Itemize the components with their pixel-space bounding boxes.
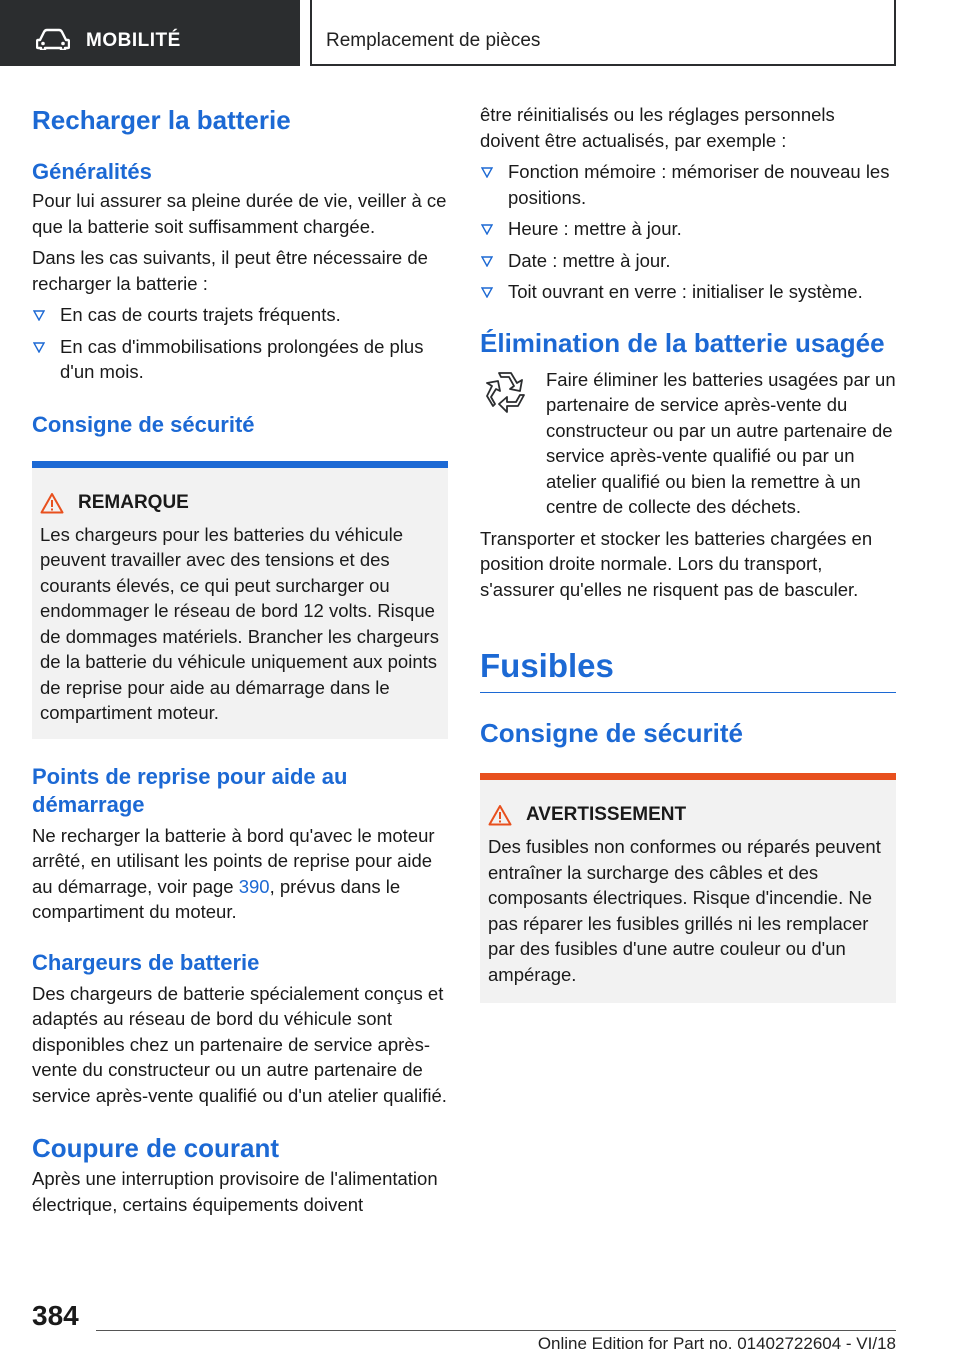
paragraph: Dans les cas suivants, il peut être nécessaire de recharger la batterie :: [32, 247, 428, 294]
car-icon: [36, 28, 70, 50]
list-item: [480, 279, 896, 305]
paragraph: Des chargeurs de batterie spécialement conçus et adaptés au réseau de bord du véhicule sont disponibles chez un partenaire de service après-vente du constructeur ou un autre partenaire de service après-vente qualifié ou d'un atelier qualifié.: [32, 982, 447, 1106]
section-title: Remplacement de pièces: [326, 30, 541, 51]
heading-jump-points: Points de reprise pour aide au démarrage: [32, 763, 348, 817]
list-item-text: Toit ouvrant en verre : initialiser le système.: [508, 281, 863, 302]
heading-recharge-battery: Recharger la batterie: [32, 105, 291, 135]
heading-chargers: Chargeurs de batterie: [32, 949, 260, 975]
section-tab: [310, 0, 896, 66]
warning-triangle-icon: [488, 804, 512, 826]
page-number: 384: [32, 1300, 79, 1331]
list-item-text: Date : mettre à jour.: [508, 249, 671, 271]
list-item: [480, 216, 896, 242]
warning-accent-bar: [480, 773, 896, 780]
list-item: [480, 159, 896, 210]
warning-header: [480, 780, 896, 826]
list-item-text: En cas de courts trajets fréquents.: [60, 304, 341, 325]
paragraph-jump-points: [32, 823, 448, 925]
triangle-bullet-icon: [33, 310, 45, 321]
right-column: [480, 96, 896, 1003]
note-header: [32, 468, 448, 514]
paragraph-text: , prévus dans le compartiment du moteur.: [32, 875, 401, 922]
warning-callout: [480, 773, 896, 1003]
page-link[interactable]: 390: [238, 875, 270, 897]
reset-list: [480, 159, 896, 305]
triangle-bullet-icon: [33, 342, 45, 353]
footer-divider: [96, 1330, 896, 1331]
paragraph: être réinitialisés ou les réglages personnels doivent être actualisés, par exemple :: [480, 104, 835, 151]
chapter-tab: [0, 0, 300, 66]
triangle-bullet-icon: [481, 256, 493, 267]
note-callout: [32, 461, 448, 739]
note-label: REMARQUE: [78, 491, 189, 513]
heading-fuses-safety: Consigne de sécurité: [480, 718, 743, 748]
list-item-text: Heure : mettre à jour.: [508, 218, 682, 239]
paragraph-disposal: Faire éliminer les batteries usagées par un partenaire de service après-vente du constructeur ou par un autre partenaire de service après-vente qualifié ou par un atelier qualifié ou bien la remettre à un centre de collecte des déchets.: [546, 368, 896, 517]
heading-disposal: Élimination de la batterie usagée: [480, 327, 885, 358]
list-item-text: En cas d'immobilisations prolongées de plus d'un mois.: [60, 335, 424, 382]
warning-label: AVERTISSEMENT: [526, 804, 687, 825]
list-item-text: Fonction mémoire : mémoriser de nouveau les positions.: [508, 161, 890, 208]
triangle-bullet-icon: [481, 167, 493, 178]
chapter-title: MOBILITÉ: [86, 30, 181, 51]
warning-triangle-icon: [40, 492, 64, 514]
note-text: Les chargeurs pour les batteries du véhicule peuvent travailler avec des tensions et des courants élevés, ce qui peut surcharger ou endommager le réseau de bord 12 volts. Risque de dommages matériels. Brancher les chargeurs de la batterie du véhicule uniquement aux points de reprise pour aide au démarrage dans le compartiment moteur.: [40, 523, 439, 723]
recycle-icon: [480, 367, 530, 415]
list-item: [32, 302, 448, 328]
page-header: [0, 0, 960, 66]
edition-text: Online Edition for Part no. 01402722604 - VI/18: [537, 1334, 896, 1353]
left-column: [32, 96, 448, 1217]
disposal-block: [480, 367, 896, 520]
cases-list: [32, 302, 448, 385]
triangle-bullet-icon: [481, 224, 493, 235]
list-item: [32, 334, 448, 385]
paragraph: Pour lui assurer sa pleine durée de vie, veiller à ce que la batterie soit suffisamment chargée.: [32, 190, 447, 237]
heading-safety: Consigne de sécurité: [32, 411, 255, 437]
note-accent-bar: [32, 461, 448, 468]
heading-power-cut: Coupure de courant: [32, 1133, 280, 1163]
list-item: [480, 248, 896, 274]
triangle-bullet-icon: [481, 287, 493, 298]
paragraph: Après une interruption provisoire de l'alimentation électrique, certains équipements doivent: [32, 1168, 438, 1215]
heading-fuses: Fusibles: [480, 646, 896, 693]
warning-text: Des fusibles non conformes ou réparés peuvent entraîner la surcharge des câbles et des composants électriques. Risque d'incendie. Ne pas réparer les fusibles grillés ni les remplacer par des fusibles d'une autre couleur ou d'un ampérage.: [488, 836, 881, 985]
paragraph: Transporter et stocker les batteries chargées en position droite normale. Lors du transport, s'assurer qu'elles ne risquent pas de basculer.: [480, 527, 873, 600]
heading-generalities: Généralités: [32, 159, 152, 184]
paragraph-text: Ne recharger la batterie à bord qu'avec le moteur arrêté, en utilisant les points de reprise pour aide au démarrage, voir page: [32, 824, 435, 897]
